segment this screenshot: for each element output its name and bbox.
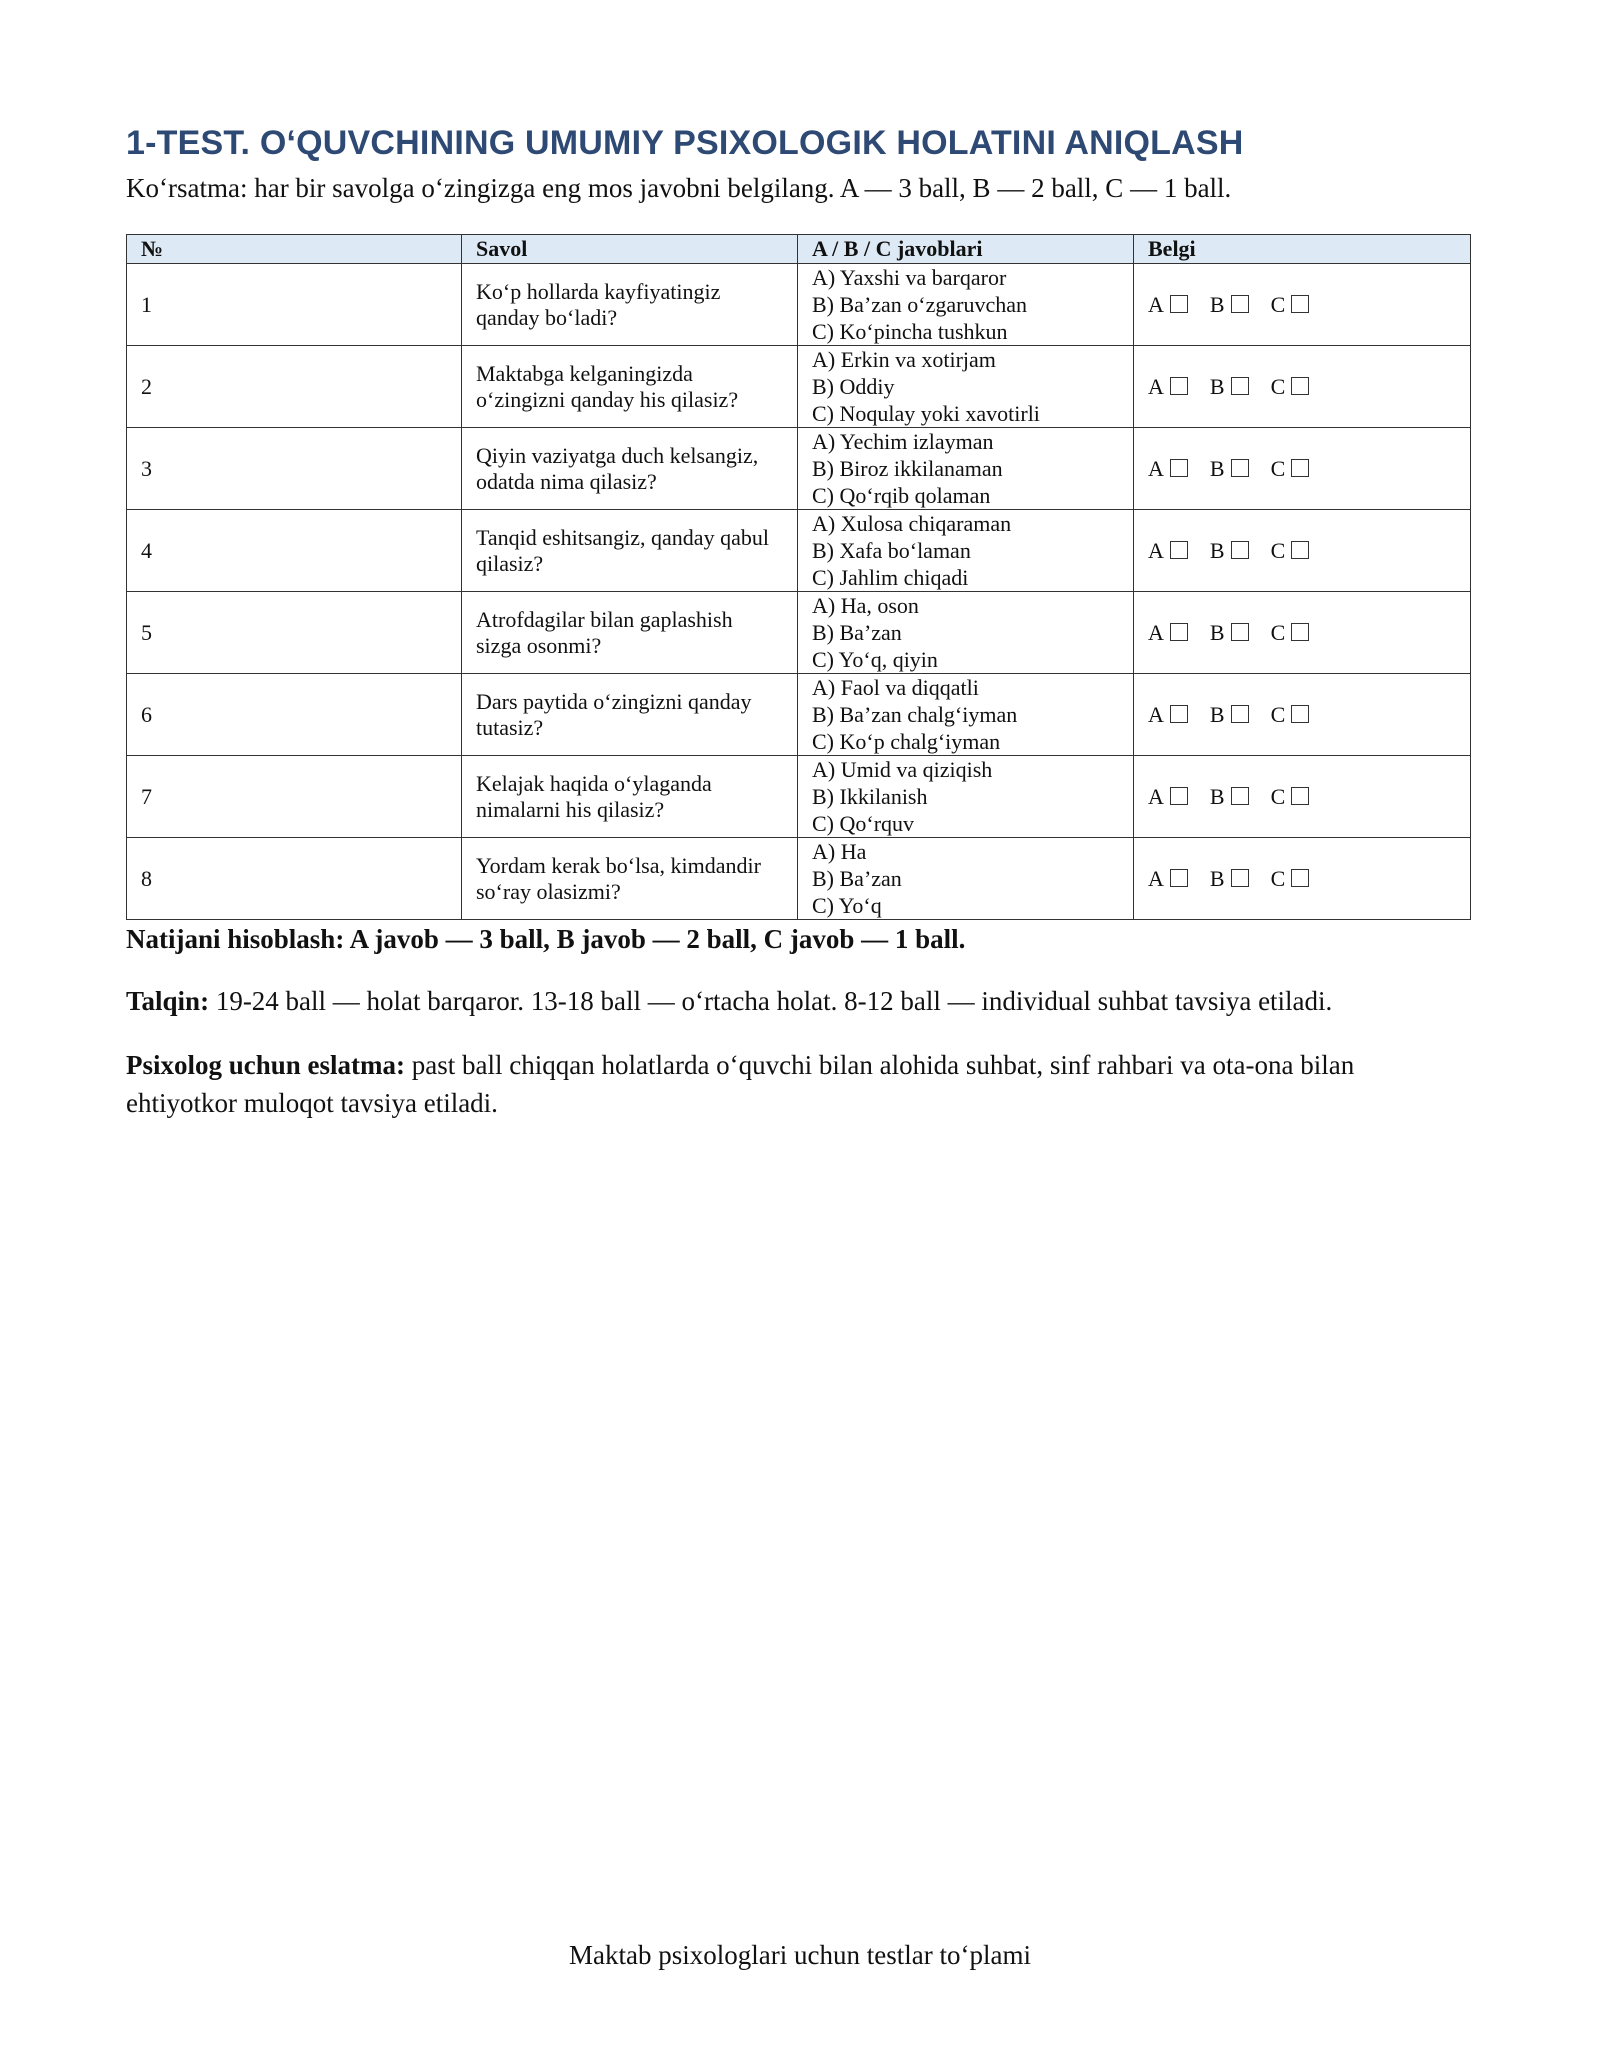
checkbox-icon[interactable] xyxy=(1291,869,1309,887)
mark-letter: C xyxy=(1270,455,1286,481)
checkbox-icon[interactable] xyxy=(1170,459,1188,477)
mark-cell xyxy=(1134,428,1471,510)
mark-letter: A xyxy=(1148,291,1164,317)
mark-letter: C xyxy=(1270,783,1286,809)
mark-letter: B xyxy=(1209,783,1225,809)
answer-option: A) Ha xyxy=(812,839,867,864)
answer-option: B) Ikkilanish xyxy=(812,784,928,809)
psychologist-note-paragraph xyxy=(126,1046,1470,1122)
mark-option[interactable] xyxy=(1148,866,1188,892)
mark-letter: C xyxy=(1270,865,1286,891)
checkbox-icon[interactable] xyxy=(1291,787,1309,805)
header-mark: Belgi xyxy=(1134,235,1471,264)
checkbox-icon[interactable] xyxy=(1291,459,1309,477)
table-row xyxy=(127,756,1471,838)
answer-option: C) Yo‘q, qiyin xyxy=(812,647,938,672)
checkbox-icon[interactable] xyxy=(1291,705,1309,723)
mark-cell xyxy=(1134,264,1471,346)
answer-option: C) Qo‘rquv xyxy=(812,811,915,836)
answer-options xyxy=(798,510,1134,592)
mark-option[interactable] xyxy=(1210,784,1249,810)
answer-option: B) Xafa bo‘laman xyxy=(812,538,971,563)
mark-cell xyxy=(1134,510,1471,592)
psychologist-note-label: Psixolog uchun eslatma: xyxy=(126,1050,406,1080)
mark-option[interactable] xyxy=(1210,620,1249,646)
table-row xyxy=(127,428,1471,510)
checkbox-icon[interactable] xyxy=(1170,623,1188,641)
mark-letter: B xyxy=(1209,701,1225,727)
mark-letter: B xyxy=(1209,373,1225,399)
question-text: Kelajak haqida o‘ylaganda nimalarni his qilasiz? xyxy=(462,756,798,838)
mark-letter: B xyxy=(1209,537,1225,563)
question-text: Atrofdagilar bilan gaplashish sizga osonmi? xyxy=(462,592,798,674)
checkbox-icon[interactable] xyxy=(1291,295,1309,313)
test-title: 1-TEST. O‘QUVCHINING UMUMIY PSIXOLOGIK HOLATINI ANIQLASH xyxy=(126,124,1244,162)
mark-letter: C xyxy=(1270,537,1286,563)
answer-option: A) Ha, oson xyxy=(812,593,919,618)
mark-option[interactable] xyxy=(1148,702,1188,728)
question-text: Maktabga kelganingizda o‘zingizni qanday his qilasiz? xyxy=(462,346,798,428)
checkbox-icon[interactable] xyxy=(1170,377,1188,395)
question-text: Qiyin vaziyatga duch kelsangiz, odatda nima qilasiz? xyxy=(462,428,798,510)
mark-letter: A xyxy=(1148,455,1164,481)
mark-option[interactable] xyxy=(1210,866,1249,892)
answer-option: A) Faol va diqqatli xyxy=(812,675,979,700)
checkbox-icon[interactable] xyxy=(1231,787,1249,805)
checkbox-icon[interactable] xyxy=(1231,295,1249,313)
table-row xyxy=(127,838,1471,920)
mark-letter: B xyxy=(1209,455,1225,481)
mark-option[interactable] xyxy=(1210,374,1249,400)
answer-options xyxy=(798,756,1134,838)
answer-option: C) Noqulay yoki xavotirli xyxy=(812,401,1040,426)
checkbox-icon[interactable] xyxy=(1170,705,1188,723)
answer-options xyxy=(798,838,1134,920)
answer-option: C) Qo‘rqib qolaman xyxy=(812,483,991,508)
checkbox-icon[interactable] xyxy=(1291,377,1309,395)
answer-option: B) Ba’zan chalg‘iyman xyxy=(812,702,1018,727)
question-number: 7 xyxy=(127,756,462,838)
mark-option[interactable] xyxy=(1271,702,1310,728)
table-row xyxy=(127,674,1471,756)
header-number: № xyxy=(127,235,462,264)
mark-letter: A xyxy=(1148,619,1164,645)
header-question: Savol xyxy=(462,235,798,264)
mark-cell xyxy=(1134,838,1471,920)
mark-letter: A xyxy=(1148,537,1164,563)
mark-letter: A xyxy=(1148,701,1164,727)
psychologist-note-text: past ball chiqqan holatlarda o‘quvchi bilan alohida suhbat, sinf rahbari va ota-ona bilan ehtiyotkor muloqot tavsiya etiladi. xyxy=(126,1050,1355,1118)
checkbox-icon[interactable] xyxy=(1231,377,1249,395)
checkbox-icon[interactable] xyxy=(1170,541,1188,559)
interpretation-text: 19-24 ball — holat barqaror. 13-18 ball — o‘rtacha holat. 8-12 ball — individual suhbat tavsiya etiladi. xyxy=(209,986,1333,1016)
mark-option[interactable] xyxy=(1210,456,1249,482)
table-row xyxy=(127,510,1471,592)
interpretation-paragraph xyxy=(126,982,1470,1020)
table-row xyxy=(127,346,1471,428)
table-row xyxy=(127,592,1471,674)
mark-letter: C xyxy=(1270,373,1286,399)
mark-letter: B xyxy=(1209,865,1225,891)
question-number: 3 xyxy=(127,428,462,510)
mark-option[interactable] xyxy=(1271,538,1310,564)
checkbox-icon[interactable] xyxy=(1291,623,1309,641)
mark-letter: C xyxy=(1270,701,1286,727)
mark-option[interactable] xyxy=(1271,374,1310,400)
checkbox-icon[interactable] xyxy=(1231,623,1249,641)
instruction-text: Ko‘rsatma: har bir savolga o‘zingizga eng mos javobni belgilang. A — 3 ball, B — 2 ball, C — 1 ball. xyxy=(126,173,1232,203)
question-number: 4 xyxy=(127,510,462,592)
checkbox-icon[interactable] xyxy=(1231,705,1249,723)
checkbox-icon[interactable] xyxy=(1170,787,1188,805)
mark-letter: B xyxy=(1209,619,1225,645)
answer-option: A) Erkin va xotirjam xyxy=(812,347,996,372)
mark-cell xyxy=(1134,346,1471,428)
answer-options xyxy=(798,428,1134,510)
mark-cell xyxy=(1134,674,1471,756)
mark-letter: A xyxy=(1148,865,1164,891)
checkbox-icon[interactable] xyxy=(1170,295,1188,313)
answer-option: C) Yo‘q xyxy=(812,893,882,918)
answer-option: B) Ba’zan o‘zgaruvchan xyxy=(812,292,1028,317)
answer-option: B) Ba’zan xyxy=(812,620,902,645)
answer-option: C) Jahlim chiqadi xyxy=(812,565,969,590)
mark-option[interactable] xyxy=(1148,784,1188,810)
answer-option: C) Ko‘pincha tushkun xyxy=(812,319,1008,344)
mark-option[interactable] xyxy=(1271,292,1310,318)
mark-option[interactable] xyxy=(1271,456,1310,482)
question-number: 6 xyxy=(127,674,462,756)
mark-option[interactable] xyxy=(1271,620,1310,646)
question-text: Tanqid eshitsangiz, qanday qabul qilasiz? xyxy=(462,510,798,592)
answer-options xyxy=(798,592,1134,674)
question-text: Ko‘p hollarda kayfiyatingiz qanday bo‘ladi? xyxy=(462,264,798,346)
answer-option: B) Ba’zan xyxy=(812,866,902,891)
mark-cell xyxy=(1134,592,1471,674)
mark-option[interactable] xyxy=(1148,292,1188,318)
mark-option[interactable] xyxy=(1148,538,1188,564)
answer-option: A) Umid va qiziqish xyxy=(812,757,993,782)
mark-option[interactable] xyxy=(1271,784,1310,810)
table-row xyxy=(127,264,1471,346)
checkbox-icon[interactable] xyxy=(1170,869,1188,887)
mark-option[interactable] xyxy=(1148,620,1188,646)
mark-letter: C xyxy=(1270,291,1286,317)
mark-option[interactable] xyxy=(1148,456,1188,482)
document-page xyxy=(126,118,1470,1122)
table-body xyxy=(127,264,1471,920)
question-text: Yordam kerak bo‘lsa, kimdandir so‘ray olasizmi? xyxy=(462,838,798,920)
mark-option[interactable] xyxy=(1271,866,1310,892)
question-number: 1 xyxy=(127,264,462,346)
answer-option: B) Biroz ikkilanaman xyxy=(812,456,1003,481)
page-footer: Maktab psixologlari uchun testlar to‘plami xyxy=(569,1940,1031,1970)
header-answers: A / B / C javoblari xyxy=(798,235,1134,264)
mark-option[interactable] xyxy=(1210,292,1249,318)
interpretation-label: Talqin: xyxy=(126,986,210,1016)
calculation-note: Natijani hisoblash: A javob — 3 ball, B javob — 2 ball, C javob — 1 ball. xyxy=(126,924,966,954)
answer-options xyxy=(798,264,1134,346)
mark-option[interactable] xyxy=(1148,374,1188,400)
answer-options xyxy=(798,674,1134,756)
test-table xyxy=(126,234,1471,920)
table-header-row xyxy=(127,235,1471,264)
mark-cell xyxy=(1134,756,1471,838)
answer-options xyxy=(798,346,1134,428)
checkbox-icon[interactable] xyxy=(1231,541,1249,559)
question-number: 5 xyxy=(127,592,462,674)
question-number: 2 xyxy=(127,346,462,428)
checkbox-icon[interactable] xyxy=(1291,541,1309,559)
checkbox-icon[interactable] xyxy=(1231,459,1249,477)
mark-letter: A xyxy=(1148,783,1164,809)
question-text: Dars paytida o‘zingizni qanday tutasiz? xyxy=(462,674,798,756)
checkbox-icon[interactable] xyxy=(1231,869,1249,887)
mark-letter: A xyxy=(1148,373,1164,399)
answer-option: B) Oddiy xyxy=(812,374,895,399)
question-number: 8 xyxy=(127,838,462,920)
mark-option[interactable] xyxy=(1210,702,1249,728)
answer-option: A) Yaxshi va barqaror xyxy=(812,265,1007,290)
mark-letter: B xyxy=(1209,291,1225,317)
answer-option: C) Ko‘p chalg‘iyman xyxy=(812,729,1001,754)
mark-option[interactable] xyxy=(1210,538,1249,564)
mark-letter: C xyxy=(1270,619,1286,645)
answer-option: A) Yechim izlayman xyxy=(812,429,994,454)
answer-option: A) Xulosa chiqaraman xyxy=(812,511,1012,536)
